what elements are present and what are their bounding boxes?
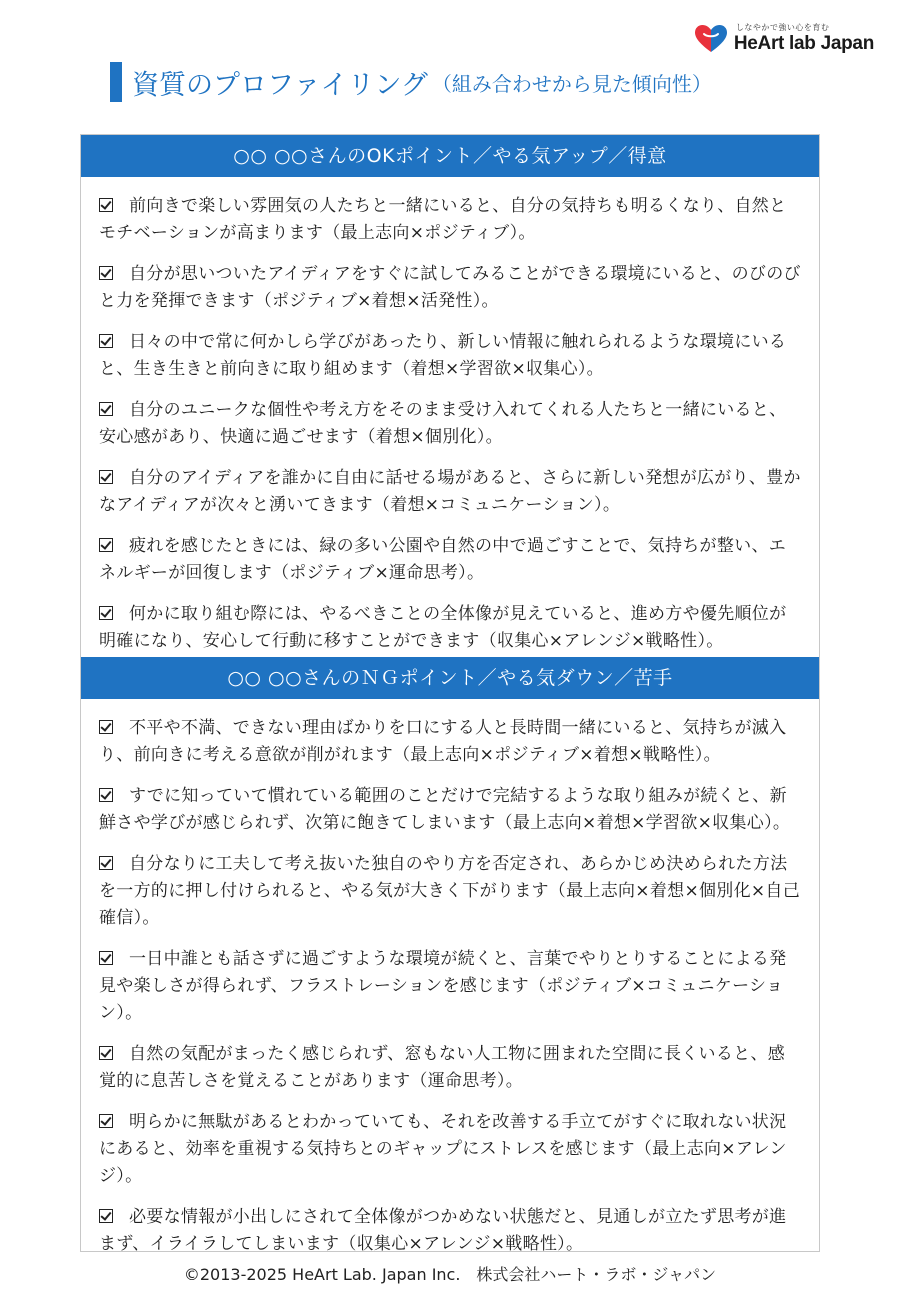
ng-item-list — [99, 715, 801, 1272]
checkbox-icon — [99, 470, 113, 484]
heart-logo-icon — [694, 24, 728, 54]
ok-list-item — [99, 397, 801, 451]
ok-item-list — [99, 193, 801, 669]
profile-box — [80, 134, 820, 1252]
ok-item-text: 日々の中で常に何かしら学びがあったり、新しい情報に触れられるような環境にいると、生き生きと前向きに取り組めます（着想×学習欲×収集心）。 — [99, 332, 787, 379]
checkbox-icon — [99, 266, 113, 280]
logo-name: HeArt lab Japan — [733, 33, 874, 54]
ok-item-text: 自分が思いついたアイディアをすぐに試してみることができる環境にいると、のびのびと力を発揮できます（ポジティブ×着想×活発性）。 — [99, 264, 801, 311]
checkbox-icon — [99, 402, 113, 416]
ng-list-item — [99, 715, 801, 769]
checkbox-icon — [99, 1046, 113, 1060]
checkbox-icon — [99, 198, 113, 212]
ok-list-item — [99, 465, 801, 519]
ok-list-item — [99, 261, 801, 315]
checkbox-icon — [99, 334, 113, 348]
ng-item-text: すでに知っていて慣れている範囲のことだけで完結するような取り組みが続くと、新鮮さや学びが感じられず、次第に飽きてしまいます（最上志向×着想×学習欲×収集心）。 — [99, 786, 791, 833]
company-logo — [694, 22, 874, 55]
title-accent-bar — [110, 62, 122, 102]
ng-item-text: 一日中誰とも話さずに過ごすような環境が続くと、言葉でやりとりすることによる発見や楽しさが得られず、フラストレーションを感じます（ポジティブ×コミュニケーション）。 — [99, 949, 787, 1023]
checkbox-icon — [99, 788, 113, 802]
ng-list-item — [99, 946, 801, 1027]
ng-item-text: 不平や不満、できない理由ばかりを口にする人と長時間一緒にいると、気持ちが滅入り、前向きに考える意欲が削がれます（最上志向×ポジティブ×着想×戦略性）。 — [99, 718, 787, 765]
ok-list-item — [99, 601, 801, 655]
ng-item-text: 自分なりに工夫して考え抜いた独自のやり方を否定され、あらかじめ決められた方法を一方的に押し付けられると、やる気が大きく下がります（最上志向×着想×個別化×自己確信）。 — [99, 854, 801, 928]
ok-item-text: 自分のアイディアを誰かに自由に話せる場があると、さらに新しい発想が広がり、豊かなアイディアが次々と湧いてきます（着想×コミュニケーション）。 — [99, 468, 801, 515]
checkbox-icon — [99, 1114, 113, 1128]
ok-item-text: 自分のユニークな個性や考え方をそのまま受け入れてくれる人たちと一緒にいると、安心感があり、快適に過ごせます（着想×個別化）。 — [99, 400, 787, 447]
checkbox-icon — [99, 538, 113, 552]
copyright-footer: ©2013-2025 HeArt Lab. Japan Inc. 株式会社ハート・ラボ・ジャパン — [183, 1265, 717, 1284]
page-title — [110, 62, 712, 102]
ok-list-item — [99, 533, 801, 587]
checkbox-icon — [99, 856, 113, 870]
ng-item-text: 必要な情報が小出しにされて全体像がつかめない状態だと、見通しが立たず思考が進まず、イライラしてしまいます（収集心×アレンジ×戦略性）。 — [99, 1207, 787, 1254]
ok-list-item — [99, 329, 801, 383]
ok-section-header: ○○ ○○さんのOKポイント／やる気アップ／得意 — [81, 135, 819, 177]
ng-list-item — [99, 1041, 801, 1095]
ng-item-text: 自然の気配がまったく感じられず、窓もない人工物に囲まれた空間に長くいると、感覚的に息苦しさを覚えることがあります（運命思考）。 — [99, 1044, 786, 1091]
ng-list-item — [99, 783, 801, 837]
ng-item-text: 明らかに無駄があるとわかっていても、それを改善する手立てがすぐに取れない状況にあると、効率を重視する気持ちとのギャップにストレスを感じます（最上志向×アレンジ）。 — [99, 1112, 787, 1186]
ok-item-text: 前向きで楽しい雰囲気の人たちと一緒にいると、自分の気持ちも明るくなり、自然とモチベーションが高まります（最上志向×ポジティブ）。 — [99, 196, 787, 243]
checkbox-icon — [99, 606, 113, 620]
ok-list-item — [99, 193, 801, 247]
ng-list-item — [99, 1204, 801, 1258]
ng-section-header: ○○ ○○さんのＮＧポイント／やる気ダウン／苦手 — [81, 657, 819, 699]
ng-list-item — [99, 851, 801, 932]
title-subtitle: （組み合わせから見た傾向性） — [431, 71, 712, 96]
checkbox-icon — [99, 1209, 113, 1223]
ok-item-text: 何かに取り組む際には、やるべきことの全体像が見えていると、進め方や優先順位が明確になり、安心して行動に移すことができます（収集心×アレンジ×戦略性）。 — [99, 604, 787, 651]
ng-list-item — [99, 1109, 801, 1190]
logo-tagline: しなやかで強い心を育む — [735, 23, 830, 32]
ok-item-text: 疲れを感じたときには、緑の多い公園や自然の中で過ごすことで、気持ちが整い、エネルギーが回復します（ポジティブ×運命思考）。 — [99, 536, 787, 583]
title-main: 資質のプロファイリング — [132, 69, 428, 101]
checkbox-icon — [99, 720, 113, 734]
checkbox-icon — [99, 951, 113, 965]
